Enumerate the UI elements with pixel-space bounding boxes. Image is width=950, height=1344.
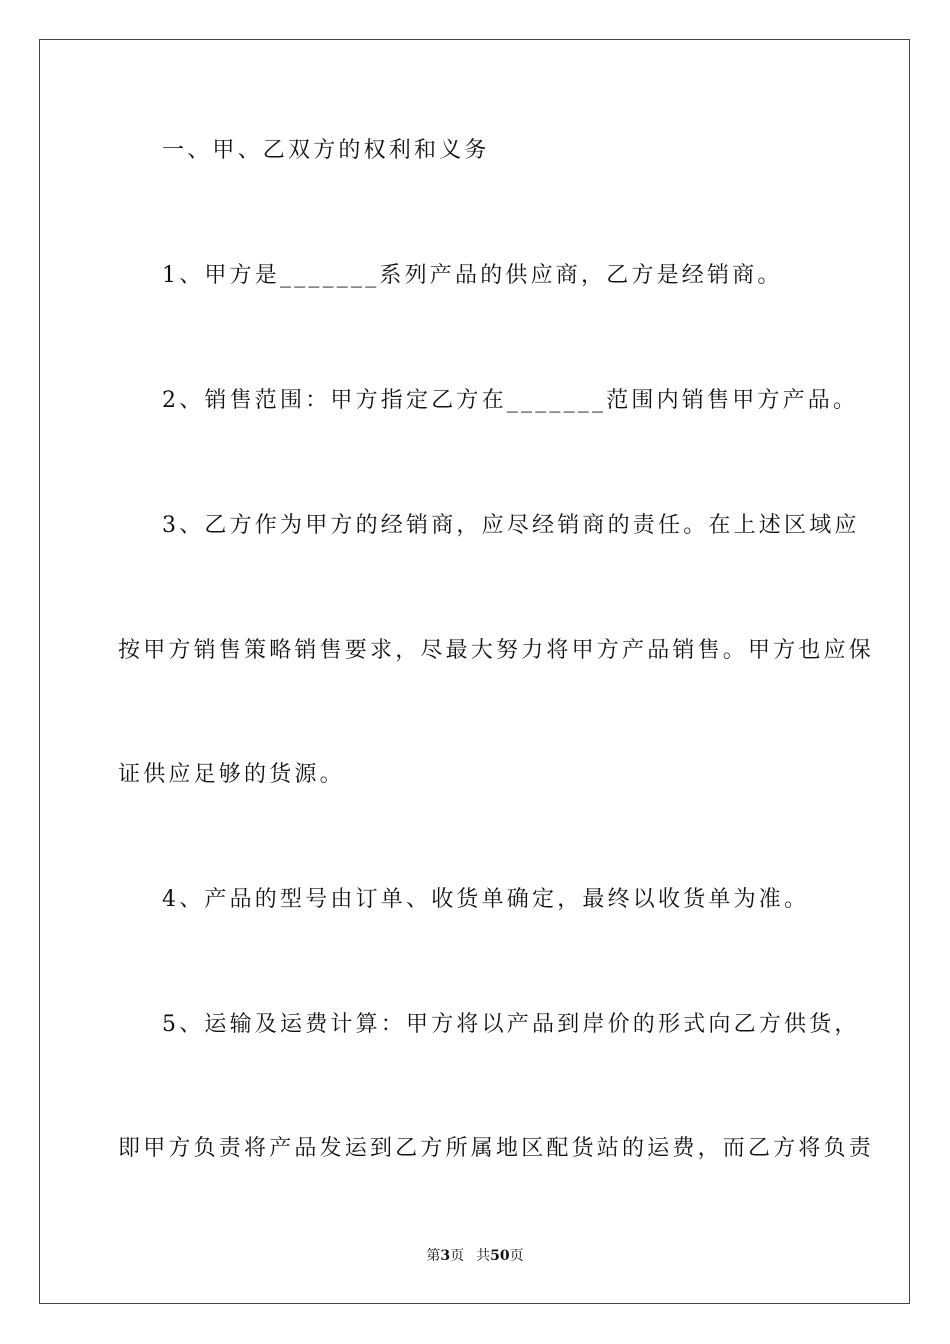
page-suffix: 页 xyxy=(450,1248,465,1264)
paragraph-line: 4、产品的型号由订单、收货单确定，最终以收货单为准。 xyxy=(162,887,810,912)
paragraph-line: 3、乙方作为甲方的经销商，应尽经销商的责任。在上述区域应 xyxy=(162,513,860,538)
page-footer xyxy=(0,1247,950,1265)
total-prefix: 共 xyxy=(476,1248,491,1264)
page-border xyxy=(39,39,910,1304)
paragraph-line: 5、运输及运费计算：甲方将以产品到岸价的形式向乙方供货， xyxy=(162,1012,860,1037)
paragraph-line: 2、销售范围：甲方指定乙方在_______范围内销售甲方产品。 xyxy=(162,388,859,413)
paragraph-line: 按甲方销售策略销售要求，尽最大努力将甲方产品销售。甲方也应保 xyxy=(118,638,875,663)
paragraph-line: 证供应足够的货源。 xyxy=(118,762,345,787)
total-pages: 50 xyxy=(490,1248,510,1264)
paragraph-line: 即甲方负责将产品发运到乙方所属地区配货站的运费，而乙方将负责 xyxy=(118,1136,875,1161)
page-prefix: 第 xyxy=(426,1248,441,1264)
total-suffix: 页 xyxy=(509,1248,524,1264)
paragraph-line: 1、甲方是_______系列产品的供应商，乙方是经销商。 xyxy=(162,263,783,288)
section-heading: 一、甲、乙双方的权利和义务 xyxy=(162,138,490,163)
page-number: 3 xyxy=(440,1248,451,1264)
